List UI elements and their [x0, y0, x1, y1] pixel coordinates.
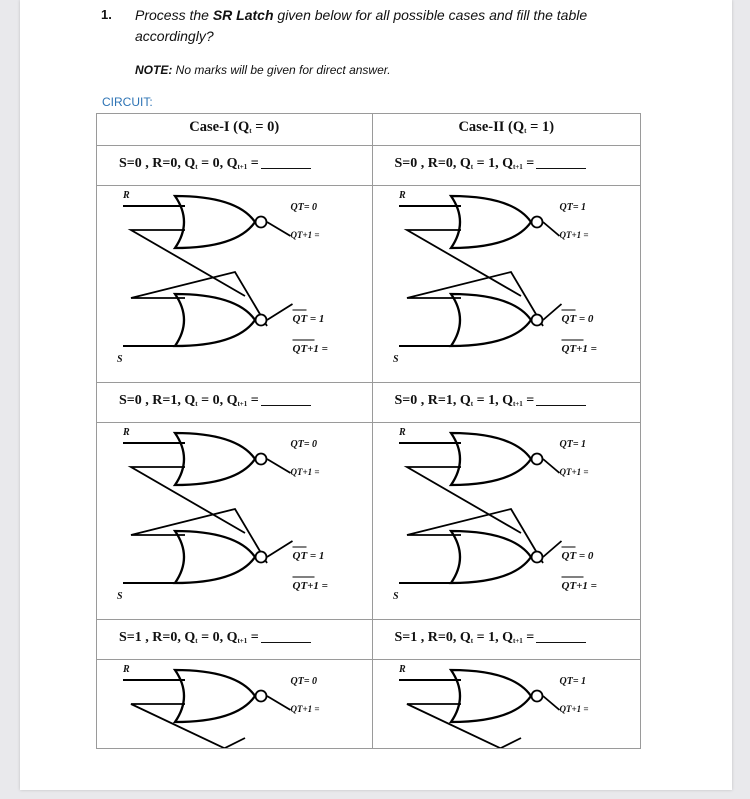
qt-label: QT= 1 — [559, 676, 586, 687]
input-r-label: R — [123, 190, 130, 201]
input-r-label: R — [398, 427, 406, 438]
latch-diagram — [97, 423, 373, 620]
q-output-wire — [543, 459, 560, 473]
qt-label: QT= 1 — [559, 439, 586, 450]
latch-diagram — [97, 660, 373, 749]
answer-blank[interactable] — [261, 628, 311, 643]
qbar-output-wire — [543, 541, 562, 557]
latch-diagram — [372, 660, 641, 749]
worksheet-page — [20, 0, 732, 790]
feedback-wire-top — [407, 704, 521, 748]
feedback-wire-top — [131, 704, 245, 748]
nor-gate-shape — [175, 433, 255, 485]
case-1-header: Case-I $(Q_t = 0)$ — [97, 114, 373, 146]
qt1-label: QT+1 = — [290, 467, 320, 477]
sr-latch-svg — [97, 186, 373, 382]
answer-blank[interactable] — [536, 628, 586, 643]
input-r-label: R — [398, 190, 406, 201]
nor-gate-shape — [175, 531, 255, 583]
qtbar1-label: QT+1 = — [561, 580, 597, 592]
input-s-label: S — [117, 591, 123, 602]
qbar-output-wire — [543, 304, 562, 320]
diagram-row-2 — [97, 423, 641, 620]
latch-diagram — [372, 186, 641, 383]
qt-label: QT= 0 — [290, 676, 318, 687]
q-output-wire — [267, 222, 291, 236]
feedback-wire-bottom — [131, 272, 267, 326]
qtbar1-label: QT+1 = — [561, 343, 597, 355]
nor-gate-shape — [451, 670, 531, 722]
sr-latch-svg — [373, 423, 642, 619]
inverter-bubble — [256, 552, 267, 563]
condition-row-2 — [97, 383, 641, 423]
inverter-bubble — [531, 691, 542, 702]
qbar-output-wire — [267, 541, 293, 557]
inverter-bubble — [531, 315, 542, 326]
answer-blank[interactable] — [536, 391, 586, 406]
qt1-label: QT+1 = — [559, 704, 589, 714]
answer-blank[interactable] — [261, 154, 311, 169]
inverter-bubble — [256, 691, 267, 702]
input-s-label: S — [117, 354, 123, 365]
qtbar-label: QT = 1 — [292, 313, 325, 325]
qt1-label: QT+1 = — [290, 230, 320, 240]
q-output-wire — [267, 696, 291, 710]
feedback-wire-bottom — [131, 509, 267, 563]
nor-gate-shape — [451, 531, 531, 583]
nor-gate-shape — [175, 196, 255, 248]
condition-cell: S=0 , R=0, $Q_t = 0$, $Q_{t+1}$ = — [97, 146, 373, 186]
input-r-label: R — [123, 427, 130, 438]
feedback-wire-bottom — [481, 738, 521, 748]
diagram-row-3 — [97, 660, 641, 749]
input-r-label: R — [398, 664, 406, 675]
circuit-label: CIRCUIT: — [102, 95, 153, 109]
condition-cell: S=0 , R=1, $Q_t = 0$, $Q_{t+1}$ = — [97, 383, 373, 423]
qtbar-label: QT = 0 — [561, 313, 593, 325]
question-number: 1. — [101, 7, 112, 22]
qtbar1-label: QT+1 = — [292, 343, 328, 355]
inverter-bubble — [531, 217, 542, 228]
condition-cell: S=1 , R=0, $Q_t = 1$, $Q_{t+1}$ = — [372, 620, 641, 660]
condition-cell: S=0 , R=0, $Q_t = 1$, $Q_{t+1}$ = — [372, 146, 641, 186]
inverter-bubble — [531, 552, 542, 563]
qt1-label: QT+1 = — [290, 704, 320, 714]
sr-latch-svg — [373, 186, 642, 382]
nor-gate-shape — [451, 433, 531, 485]
sr-latch-term: SR Latch — [212, 7, 274, 23]
diagram-row-1 — [97, 186, 641, 383]
qt1-label: QT+1 = — [559, 230, 589, 240]
answer-blank[interactable] — [536, 154, 586, 169]
feedback-wire-bottom — [407, 509, 543, 563]
inverter-bubble — [256, 217, 267, 228]
qt-label: QT= 1 — [559, 202, 586, 213]
condition-cell: S=1 , R=0, $Q_t = 0$, $Q_{t+1}$ = — [97, 620, 373, 660]
question-text: Process the SR Latch given below for all possible cases and fill the table accordingly? — [135, 7, 588, 44]
case-2-header: Case-II $(Q_t = 1)$ — [372, 114, 641, 146]
condition-row-1 — [97, 146, 641, 186]
qbar-output-wire — [267, 304, 293, 320]
feedback-wire-bottom — [205, 738, 245, 748]
qt-label: QT= 0 — [290, 202, 318, 213]
q-output-wire — [543, 696, 560, 710]
qtbar-label: QT = 1 — [292, 550, 325, 562]
nor-gate-shape — [451, 196, 531, 248]
nor-gate-shape — [175, 294, 255, 346]
latch-diagram — [372, 423, 641, 620]
answer-blank[interactable] — [261, 391, 311, 406]
nor-gate-shape — [175, 670, 255, 722]
condition-row-3 — [97, 620, 641, 660]
input-s-label: S — [392, 354, 399, 365]
inverter-bubble — [256, 315, 267, 326]
feedback-wire-bottom — [407, 272, 543, 326]
input-s-label: S — [392, 591, 399, 602]
sr-latch-svg — [97, 423, 373, 619]
inverter-bubble — [531, 454, 542, 465]
qt-label: QT= 0 — [290, 439, 318, 450]
latch-table — [96, 113, 641, 749]
input-r-label: R — [123, 664, 130, 675]
sr-latch-svg — [97, 660, 373, 748]
header-row — [97, 114, 641, 146]
latch-diagram — [97, 186, 373, 383]
qtbar1-label: QT+1 = — [292, 580, 328, 592]
qt1-label: QT+1 = — [559, 467, 589, 477]
nor-gate-shape — [451, 294, 531, 346]
note: NOTE: No marks will be given for direct answer. — [135, 63, 391, 77]
q-output-wire — [267, 459, 291, 473]
condition-cell: S=0 , R=1, $Q_t = 1$, $Q_{t+1}$ = — [372, 383, 641, 423]
sr-latch-svg — [373, 660, 642, 748]
qtbar-label: QT = 0 — [561, 550, 593, 562]
inverter-bubble — [256, 454, 267, 465]
q-output-wire — [543, 222, 560, 236]
